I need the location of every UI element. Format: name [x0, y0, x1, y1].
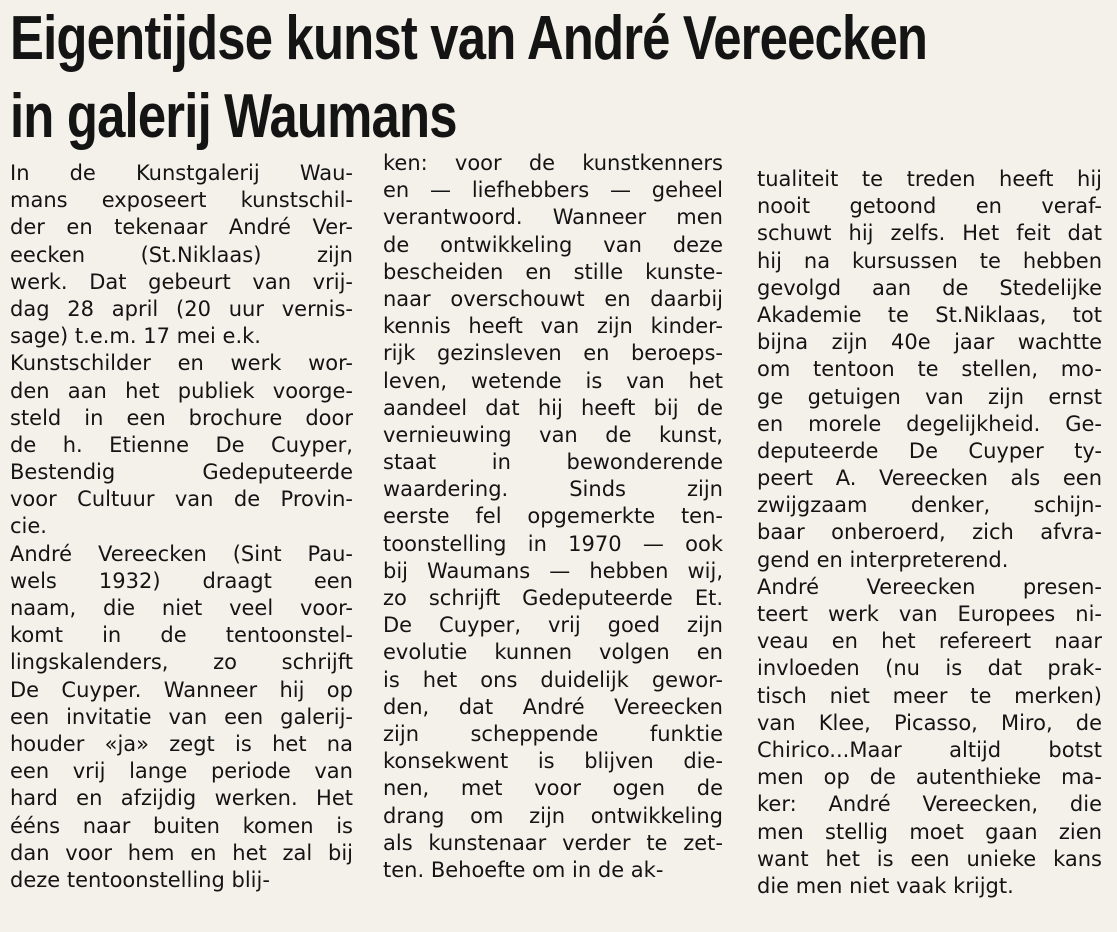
text-line: die men niet vaak krijgt. [757, 873, 1014, 898]
text-line: staat in bewonderende [383, 450, 723, 475]
text-line: André Vereecken (Sint Pau- [10, 541, 353, 566]
text-line: Bestendig Gedeputeerde [10, 460, 353, 485]
headline-line-1: Eigentijdse kunst van André Vereecken [10, 4, 928, 73]
text-line: mans exposeert kunstschil- [10, 188, 353, 213]
text-line: houder «ja» zegt is het na [10, 731, 353, 756]
text-line: want het is een unieke kans [757, 846, 1102, 871]
text-line: schuwt hij zelfs. Het feit dat [757, 221, 1102, 246]
text-line: den, dat André Vereecken [383, 694, 723, 719]
text-line: ge getuigen van zijn ernst [757, 384, 1102, 409]
text-line: leven, wetende is van het [383, 368, 723, 393]
text-line: een invitatie van een galerij- [10, 704, 353, 729]
article-column-1 [10, 160, 353, 894]
text-line: evolutie kunnen volgen en [383, 640, 723, 665]
text-line: lingskalenders, zo schrijft [10, 650, 353, 675]
text-line: kennis heeft van zijn kinder- [383, 314, 723, 339]
text-line: voor Cultuur van de Provin- [10, 487, 353, 512]
text-line: nen, met voor ogen de [383, 776, 723, 801]
text-line: en — liefhebbers — geheel [383, 178, 723, 203]
text-line: om tentoon te stellen, mo- [757, 357, 1102, 382]
text-line: naam, die niet veel voor- [10, 596, 353, 620]
article-column-2 [383, 150, 723, 884]
text-line: de h. Etienne De Cuyper, [10, 432, 353, 457]
text-line: De Cuyper, vrij goed zijn [383, 613, 723, 638]
text-line: Kunstschilder en werk wor- [10, 351, 353, 376]
text-line: werk. Dat gebeurt van vrij- [10, 269, 353, 294]
text-line: drang om zijn ontwikkeling [383, 803, 723, 828]
text-line: steld in een brochure door [10, 405, 353, 430]
text-line: André Vereecken presen- [757, 574, 1102, 599]
text-line: bij Waumans — hebben wij, [383, 558, 723, 583]
text-line: cie. [10, 514, 47, 539]
text-line: deze tentoonstelling blij- [10, 867, 270, 892]
text-line: de ontwikkeling van deze [383, 232, 723, 257]
text-line: den aan het publiek voorge- [10, 378, 353, 403]
text-line: tualiteit te treden heeft hij [757, 167, 1102, 191]
text-line: verantwoord. Wanneer men [383, 205, 723, 230]
text-line: konsekwent is blijven die- [383, 749, 723, 774]
text-line: en morele degelijkheid. Ge- [757, 411, 1102, 436]
headline [10, 0, 928, 156]
text-line: ker: André Vereecken, die [757, 792, 1102, 817]
text-line: als kunstenaar verder te zet- [383, 830, 723, 855]
text-line: nooit getoond en veraf- [757, 194, 1102, 219]
text-line: De Cuyper. Wanneer hij op [10, 677, 353, 702]
text-line: wels 1932) draagt een [10, 568, 353, 593]
text-line: eerste fel opgemerkte ten- [383, 504, 723, 529]
text-line: vernieuwing van de kunst, [383, 422, 723, 447]
text-line: toonstelling in 1970 — ook [383, 531, 723, 556]
text-line: men stellig moet gaan zien [757, 819, 1102, 844]
text-line: bijna zijn 40e jaar wachtte [757, 330, 1102, 355]
text-line: dag 28 april (20 uur vernis- [10, 296, 353, 321]
text-line: ééns naar buiten komen is [10, 813, 353, 838]
text-line: Akademie te St.Niklaas, tot [757, 302, 1102, 327]
text-line: naar overschouwt en daarbij [383, 286, 723, 311]
text-line: ken: voor de kunstkenners [383, 151, 723, 175]
text-line: waardering. Sinds zijn [383, 477, 723, 502]
text-line: zwijgzaam denker, schijn- [757, 493, 1102, 518]
text-line: bescheiden en stille kunste- [383, 259, 723, 284]
text-line: zo schrijft Gedeputeerde Et. [383, 586, 723, 610]
text-line: hard en afzijdig werken. Het [10, 786, 353, 811]
text-line: peert A. Vereecken als een [757, 466, 1102, 491]
text-line: teert werk van Europees ni- [757, 602, 1102, 626]
text-line: sage) t.e.m. 17 mei e.k. [10, 324, 261, 349]
text-line: tisch niet meer te merken) [757, 683, 1102, 708]
headline-line-2: in galerij Waumans [10, 82, 457, 151]
text-line: van Klee, Picasso, Miro, de [757, 710, 1102, 735]
text-line: ten. Behoefte om in de ak- [383, 857, 664, 882]
text-line: aandeel dat hij heeft bij de [383, 395, 723, 420]
text-line: eecken (St.Niklaas) zijn [10, 242, 353, 267]
text-line: men op de autenthieke ma- [757, 765, 1102, 790]
text-line: invloeden (nu is dat prak- [757, 656, 1102, 681]
text-line: veau en het refereert naar [757, 629, 1102, 654]
text-line: een vrij lange periode van [10, 759, 353, 784]
text-line: gevolgd aan de Stedelijke [757, 275, 1102, 300]
text-line: gend en interpreterend. [757, 547, 1009, 572]
text-line: hij na kursussen te hebben [757, 248, 1102, 273]
text-line: komt in de tentoonstel- [10, 623, 353, 648]
text-line: Chirico...Maar altijd botst [757, 737, 1102, 762]
text-line: der en tekenaar André Ver- [10, 215, 353, 240]
text-line: dan voor hem en het zal bij [10, 840, 353, 865]
text-line: zijn scheppende funktie [383, 721, 723, 746]
text-line: is het ons duidelijk gewor- [383, 667, 723, 692]
text-line: baar onberoerd, zich afvra- [757, 520, 1102, 545]
article-column-3 [757, 166, 1102, 900]
text-line: In de Kunstgalerij Wau- [10, 161, 353, 185]
text-line: rijk gezinsleven en beroeps- [383, 341, 723, 366]
text-line: deputeerde De Cuyper ty- [757, 438, 1102, 463]
